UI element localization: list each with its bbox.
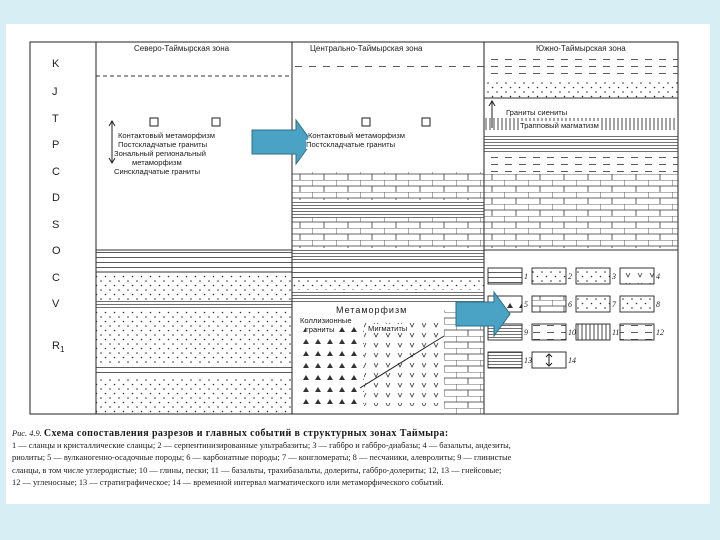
arrow-right-icon (252, 120, 312, 164)
legend-number: 6 (568, 300, 572, 309)
period-label: S (52, 219, 60, 231)
caption-line: 12 — угленосные; 13 — стратиграфическое; 14 — временной интервал магматического или метаморфического событий. (12, 477, 444, 487)
period-label: D (52, 192, 60, 204)
north-label-synfolding-granites: Синскладчатые граниты (114, 167, 201, 176)
caption-line: 1 — сланцы и кристаллические сланцы; 2 — серпентинизированные ультрабазиты; 3 — габбро и габбро-диабазы; 4 — базальты, андезиты, (12, 441, 511, 451)
conglomerate-icon (576, 296, 610, 312)
tillite-icon (620, 296, 654, 312)
period-label: O (52, 245, 61, 257)
legend-number: 9 (524, 328, 528, 337)
period-label: J (52, 86, 58, 98)
south-label-granite-syenite: Граниты сиениты (506, 108, 568, 117)
central-zone-section (292, 62, 484, 414)
trap-basalt-icon (576, 324, 610, 340)
north-label-metamorphism: метаморфизм (132, 158, 182, 167)
south-label-trap-magmatism: Трапповый магматизм (520, 121, 599, 130)
sand-icon (532, 324, 566, 340)
period-label: K (52, 58, 60, 70)
legend-number: 8 (656, 300, 660, 309)
caption-line: риолиты; 5 — вулканогенно-осадочные породы; 6 — карбонатные породы; 7 — конгломераты; 8 — песчаники, алевролиты; 9 — глинистые (12, 453, 512, 463)
period-label: T (52, 113, 59, 125)
schist-icon (488, 352, 522, 368)
north-zone-section (96, 76, 292, 414)
central-label-granites: граниты (306, 325, 335, 334)
north-label-contact-metamorphism: Контактовый метаморфизм (118, 131, 215, 140)
legend-number: 5 (524, 300, 528, 309)
legend-number: 4 (656, 272, 660, 281)
central-label-migmatites: Мигматиты (368, 324, 408, 333)
central-label-postfolding-granites: Постскладчатые граниты (306, 140, 396, 149)
legend-number: 13 (524, 356, 532, 365)
period-label: C (52, 166, 60, 178)
legend-number: 2 (568, 272, 572, 281)
central-label-collision: Коллизионные (300, 316, 352, 325)
figure-caption (12, 428, 702, 489)
gneiss-icon (620, 324, 654, 340)
period-label: C (52, 272, 60, 284)
period-subscript: 1 (59, 345, 65, 355)
south-zone-section (484, 58, 678, 250)
legend-number: 10 (568, 328, 576, 337)
caption-figure-number: Рис. 4.9. (12, 429, 42, 438)
legend-number: 3 (612, 272, 616, 281)
legend (488, 268, 664, 368)
north-label-postfolding-granites: Постскладчатые граниты (118, 140, 208, 149)
period-label (52, 340, 64, 354)
legend-number: 1 (524, 272, 528, 281)
gabbro-icon (576, 268, 610, 284)
central-label-metamorphism: Метаморфизм (336, 305, 408, 315)
carbonate-icon (532, 296, 566, 312)
caption-title: Схема сопоставления разрезов и главных событий в структурных зонах Таймыра: (43, 428, 449, 439)
period-label: V (52, 298, 60, 310)
legend-number: 14 (568, 356, 576, 365)
legend-number: 12 (656, 328, 664, 337)
period-label: P (52, 139, 60, 151)
column-title-central: Центрально-Таймырская зона (310, 44, 423, 53)
north-label-zonal-regional: Зональный региональный (114, 149, 206, 158)
basalt-icon (620, 268, 654, 284)
legend-number: 7 (612, 300, 616, 309)
legend-number: 11 (612, 328, 620, 337)
central-label-contact-metamorphism: Контактовый метаморфизм (308, 131, 405, 140)
volcanic-icon (532, 268, 566, 284)
column-title-north: Северо-Таймырская зона (134, 44, 230, 53)
sandstone-icon (488, 268, 522, 284)
column-title-south: Южно-Таймырская зона (536, 44, 626, 53)
period-letter: R (52, 340, 60, 352)
caption-line: сланцы, в том числе углеродистые; 10 — глины, пески; 11 — базальты, трахибазальты, долериты, габбро-долериты; 12, 13 — гнейсовые; (12, 465, 502, 475)
